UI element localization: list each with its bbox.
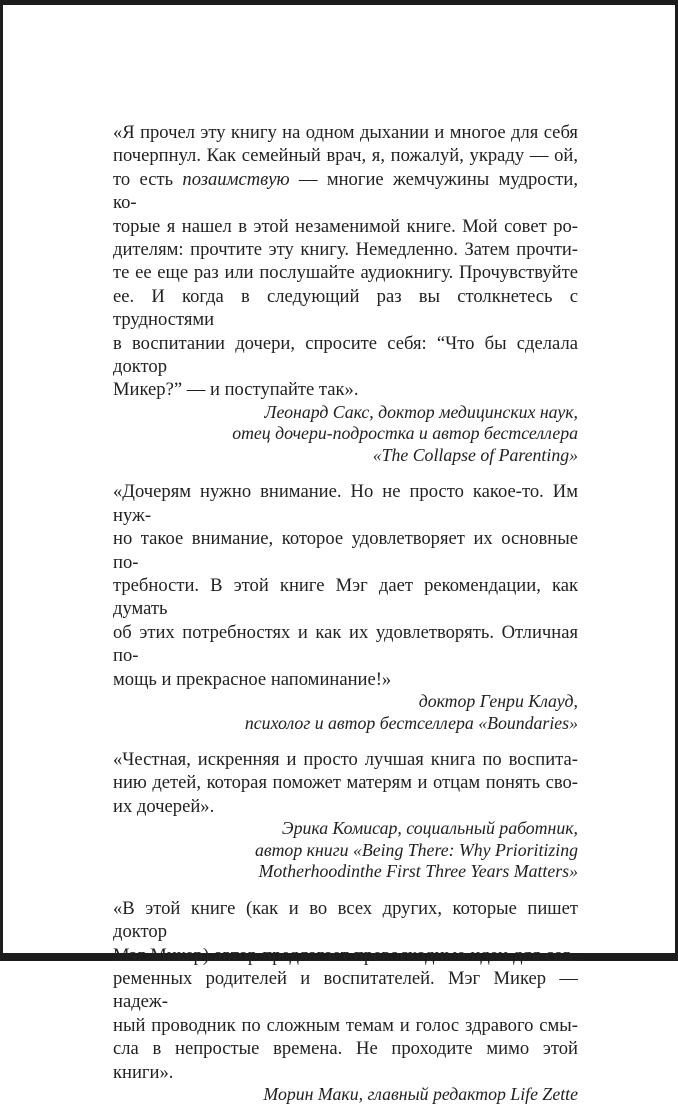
quote-line: ременных родителей и воспитателей. Мэг Микер — надеж-	[113, 967, 578, 1013]
quote-line: Мэг Микер) автор предлагает превосходные идеи для сов-	[113, 944, 578, 966]
quote-line: нию детей, которая поможет матерям и отцам понять сво-	[113, 772, 578, 794]
page-content	[3, 5, 675, 1104]
quote-line: те ее еще раз или послушайте аудиокнигу. Прочувствуйте	[113, 262, 578, 284]
attribution-line: автор книги «Being There: Why Prioritizing	[254, 839, 578, 860]
attribution-line: Motherhoodinthe First Three Years Matters»	[258, 861, 578, 882]
quote-line: «Я прочел эту книгу на одном дыхании и многое для себя	[113, 122, 578, 143]
quote-line: Микер?” — и поступайте так».	[113, 379, 359, 401]
quote-line: их дочерей».	[113, 795, 215, 817]
testimonial-attribution	[113, 818, 578, 883]
attribution-line: Леонард Сакс, доктор медицинских наук,	[264, 401, 578, 422]
attribution-line: Морин Маки, главный редактор Life Zette	[263, 1084, 578, 1104]
attribution-line: отец дочери-подростка и автор бестселлера	[232, 423, 578, 444]
quote-line: мощь и прекрасное напоминание!»	[113, 668, 392, 690]
testimonial-attribution	[113, 402, 578, 467]
quote-line: «В этой книге (как и во всех других, которые пишет доктор	[113, 897, 578, 943]
attribution-line: Эрика Комисар, социальный работник,	[281, 818, 578, 839]
testimonial-quote	[113, 480, 578, 691]
quote-line: ее. И когда в следующий раз вы столкнетесь с трудностями	[113, 285, 578, 331]
quote-line: сла в непростые времена. Не проходите мимо этой книги».	[113, 1038, 578, 1083]
quote-line: торые я нашел в этой незаменимой книге. Мой совет ро-	[113, 215, 578, 237]
quote-line	[113, 168, 578, 215]
testimonial-attribution	[113, 1084, 578, 1106]
quote-line: почерпнул. Как семейный врач, я, пожалуй, украду — ой,	[113, 145, 578, 167]
quote-line: «Дочерям нужно внимание. Но не просто какое-то. Им нуж-	[113, 481, 578, 526]
testimonial-quote	[113, 897, 578, 1084]
quote-text: то есть	[113, 168, 183, 190]
quote-text: — многие жемчужины мудрости, ко-	[113, 168, 578, 214]
quote-line: ный проводник по сложным темам и голос здравого смы-	[113, 1014, 578, 1036]
testimonial-quote	[113, 748, 578, 818]
quote-line: требности. В этой книге Мэг дает рекомендации, как думать	[113, 575, 578, 620]
testimonial-attribution	[113, 691, 578, 734]
quote-line: в воспитании дочери, спросите себя: “Что бы сделала доктор	[113, 332, 578, 378]
quote-line: дителям: прочтите эту книгу. Немедленно. Затем прочти-	[113, 239, 578, 261]
attribution-line: «The Collapse of Parenting»	[372, 444, 578, 465]
quote-line: «Честная, искренняя и просто лучшая книга по воспита-	[113, 749, 578, 771]
quote-line: об этих потребностях и как их удовлетворять. Отличная по-	[113, 621, 578, 667]
quote-line: но такое внимание, которое удовлетворяет их основные по-	[113, 528, 578, 573]
attribution-line: доктор Генри Клауд,	[418, 691, 578, 712]
testimonial-quote	[113, 121, 578, 402]
attribution-line: психолог и автор бестселлера «Boundaries»	[244, 712, 578, 733]
quote-italic-text: позаимствую	[182, 168, 290, 190]
